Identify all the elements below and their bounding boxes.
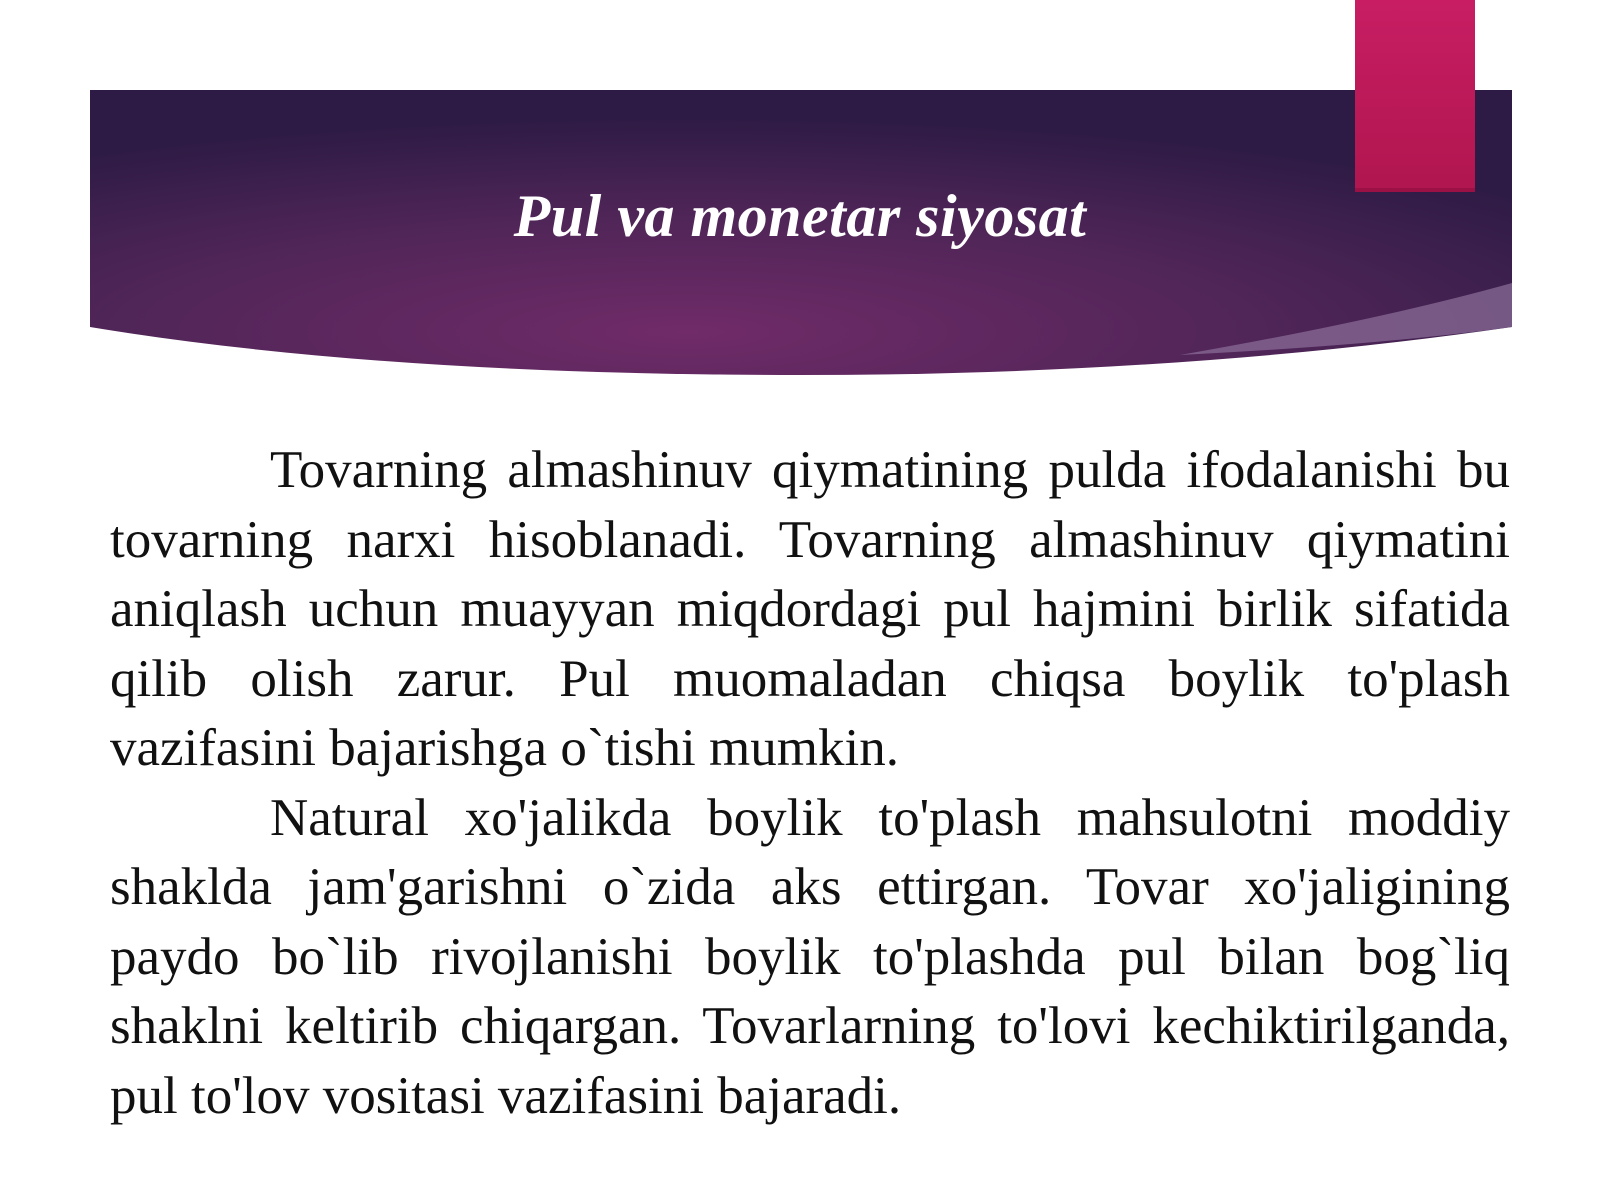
accent-tab — [1355, 0, 1475, 192]
slide-title: Pul va monetar siyosat — [513, 183, 1087, 249]
body-text — [110, 436, 1510, 1131]
paragraph-2: Natural xo'jalikda boylik to'plash mahsulotni moddiy shaklda jam'garishni o`zida aks ettirgan. Tovar xo'jaligining paydo bo`lib rivojlanishi boylik to'plashda pul bilan bog`liq shaklni keltirib chiqargan. Tovarlarning to'lovi kechiktirilganda, pul to'lov vositasi vazifasini bajaradi. — [110, 788, 1510, 1125]
paragraph-1: Tovarning almashinuv qiymatining pulda ifodalanishi bu tovarning narxi hisoblanadi. Tovarning almashinuv qiymatini aniqlash uchun muayyan miqdordagi pul hajmini birlik sifatida qilib olish zarur. Pul muomaladan chiqsa boylik to'plash vazifasini bajarishga o`tishi mumkin. — [110, 441, 1510, 777]
